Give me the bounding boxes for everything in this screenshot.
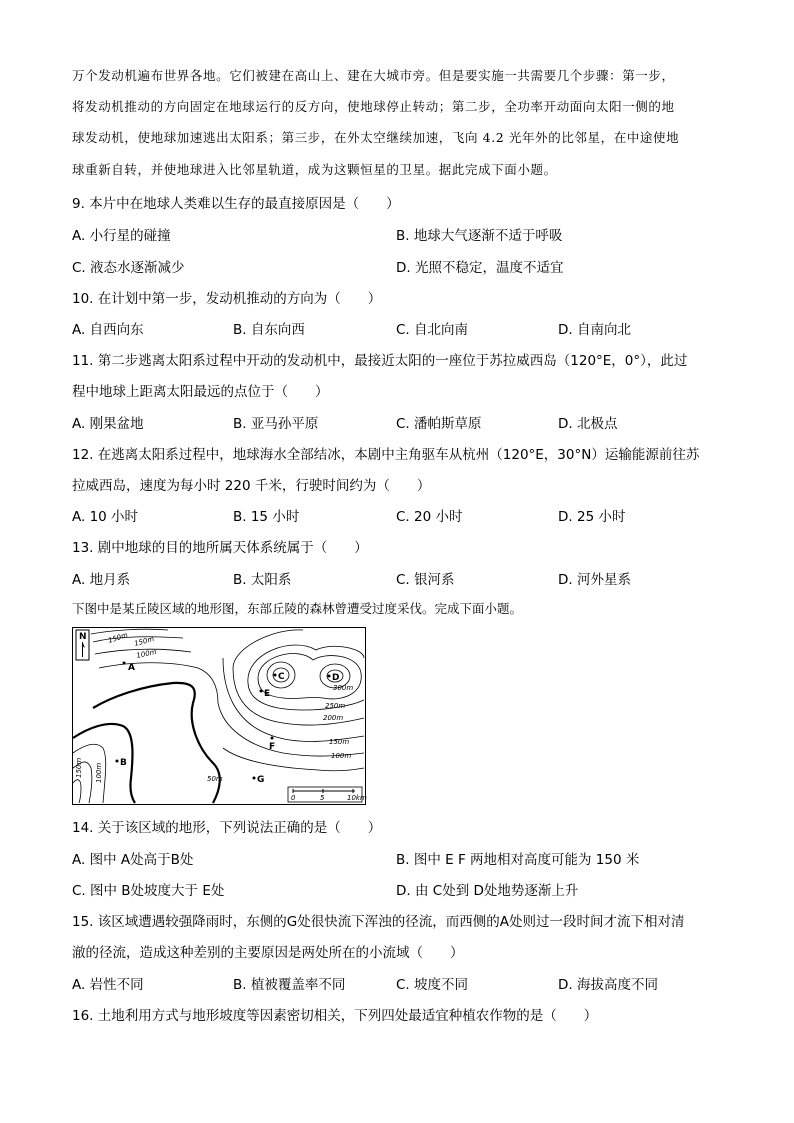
question-11-option-d[interactable]: D. 北极点 bbox=[558, 416, 618, 432]
contour-label-200: 200m bbox=[323, 714, 344, 722]
point-c bbox=[274, 672, 286, 682]
question-13-option-b[interactable]: B. 太阳系 bbox=[233, 572, 292, 588]
question-13-stem: 13. 剧中地球的目的地所属天体系统属于（ ） bbox=[72, 540, 368, 556]
passage-line: 球重新自转，并使地球进入比邻星轨道，成为这颗恒星的卫星。据此完成下面小题。 bbox=[72, 162, 557, 177]
question-10-option-b[interactable]: B. 自东向西 bbox=[233, 322, 305, 338]
passage-line: 将发动机推动的方向固定在地球运行的反方向，使地球停止转动；第二步，全功率开动面向太阳一侧的地 bbox=[72, 99, 675, 114]
topographic-map bbox=[72, 627, 366, 805]
question-12-option-a[interactable]: A. 10 小时 bbox=[72, 509, 139, 525]
question-11-stem-cont: 程中地球上距离太阳最远的点位于（ ） bbox=[72, 384, 329, 400]
question-9-option-a[interactable]: A. 小行星的碰撞 bbox=[72, 228, 171, 244]
question-14-option-d[interactable]: D. 由 C处到 D处地势逐渐上升 bbox=[396, 883, 579, 899]
question-14-option-c[interactable]: C. 图中 B处坡度大于 E处 bbox=[72, 883, 225, 899]
point-a bbox=[123, 662, 136, 674]
point-e bbox=[260, 689, 271, 699]
contour-label-250: 250m bbox=[325, 702, 346, 710]
contour-label-300: 300m bbox=[333, 684, 354, 692]
question-15-stem: 15. 该区域遭遇较强降雨时，东侧的G处很快流下浑浊的径流，而西侧的A处则过一段时间才流下相对清 bbox=[72, 914, 685, 930]
point-a-label: A bbox=[128, 663, 135, 673]
contour-label-150-e: 150m bbox=[329, 738, 350, 746]
point-c-label: C bbox=[278, 672, 285, 682]
question-12-stem: 12. 在逃离太阳系过程中，地球海水全部结冰，本剧中主角驱车从杭州（120°E，30°N）运输能源前往苏 bbox=[72, 447, 700, 463]
question-11-option-a[interactable]: A. 刚果盆地 bbox=[72, 416, 144, 432]
question-11-stem: 11. 第二步逃离太阳系过程中开动的发动机中，最接近太阳的一座位于苏拉威西岛（120°E，0°），此过 bbox=[72, 353, 688, 369]
question-15-option-b[interactable]: B. 植被覆盖率不同 bbox=[233, 977, 346, 993]
north-arrow-icon bbox=[76, 630, 89, 660]
scale-label-5: 5 bbox=[320, 794, 325, 802]
point-d-label: D bbox=[332, 673, 340, 683]
question-9-stem: 9. 本片中在地球人类难以生存的最直接原因是（ ） bbox=[72, 196, 400, 212]
question-11-option-c[interactable]: C. 潘帕斯草原 bbox=[396, 416, 482, 432]
question-15-option-a[interactable]: A. 岩性不同 bbox=[72, 977, 144, 993]
passage-line: 万个发动机遍布世界各地。它们被建在高山上、建在大城市旁。但是要实施一共需要几个步骤：第一步， bbox=[72, 68, 675, 83]
question-13-option-c[interactable]: C. 银河系 bbox=[396, 572, 455, 588]
point-b bbox=[116, 758, 128, 768]
question-10-option-a[interactable]: A. 自西向东 bbox=[72, 322, 144, 338]
question-9-option-d[interactable]: D. 光照不稳定，温度不适宜 bbox=[396, 260, 564, 276]
contour-label-100-n: 100m bbox=[135, 647, 158, 660]
question-11-option-b[interactable]: B. 亚马孙平原 bbox=[233, 416, 319, 432]
point-b-label: B bbox=[120, 758, 127, 768]
point-f-label: F bbox=[269, 742, 276, 752]
question-12-option-b[interactable]: B. 15 小时 bbox=[233, 509, 300, 525]
question-15-stem-cont: 澈的径流，造成这种差别的主要原因是两处所在的小流域（ ） bbox=[72, 945, 464, 961]
scale-label-10: 10km bbox=[347, 794, 367, 802]
question-16-stem: 16. 土地利用方式与地形坡度等因素密切相关，下列四处最适宜种植农作物的是（ ） bbox=[72, 1008, 598, 1024]
question-14-stem: 14. 关于该区域的地形，下列说法正确的是（ ） bbox=[72, 820, 382, 836]
contour-label-100-w: 100m bbox=[95, 762, 103, 783]
passage-line: 球发动机，使地球加速逃出太阳系；第三步，在外太空继续加速，飞向 4.2 光年外的比邻星，在中途使地 bbox=[72, 130, 680, 145]
contour-label-100-e: 100m bbox=[331, 752, 352, 760]
question-10-option-d[interactable]: D. 自南向北 bbox=[558, 322, 631, 338]
contour-label-50: 50m bbox=[207, 775, 223, 783]
question-9-option-c[interactable]: C. 液态水逐渐减少 bbox=[72, 260, 185, 276]
question-12-stem-cont: 拉威西岛，速度为每小时 220 千米，行驶时间约为（ ） bbox=[72, 478, 431, 494]
question-12-option-d[interactable]: D. 25 小时 bbox=[558, 509, 626, 525]
point-f bbox=[269, 737, 275, 753]
question-14-option-b[interactable]: B. 图中 E F 两地相对高度可能为 150 米 bbox=[396, 852, 640, 868]
question-10-stem: 10. 在计划中第一步，发动机推动的方向为（ ） bbox=[72, 291, 382, 307]
question-9-option-b[interactable]: B. 地球大气逐渐不适于呼吸 bbox=[396, 228, 563, 244]
scale-label-0: 0 bbox=[291, 794, 296, 802]
question-12-option-c[interactable]: C. 20 小时 bbox=[396, 509, 463, 525]
map-intro: 下图中是某丘陵区域的地形图，东部丘陵的森林曾遭受过度采伐。完成下面小题。 bbox=[72, 601, 523, 616]
point-d bbox=[328, 673, 340, 683]
scale-bar bbox=[288, 787, 367, 802]
contour-50m-thick bbox=[73, 683, 220, 803]
question-13-option-d[interactable]: D. 河外星系 bbox=[558, 572, 631, 588]
contour-label-150-w: 150m bbox=[75, 757, 83, 778]
point-e-label: E bbox=[264, 689, 271, 699]
contour-label-150-nw: 150m bbox=[107, 631, 129, 645]
point-g-label: G bbox=[257, 775, 265, 785]
point-g bbox=[253, 775, 265, 785]
contour-label-150-n: 150m bbox=[133, 634, 156, 648]
question-15-option-c[interactable]: C. 坡度不同 bbox=[396, 977, 469, 993]
question-15-option-d[interactable]: D. 海拔高度不同 bbox=[558, 977, 658, 993]
question-10-option-c[interactable]: C. 自北向南 bbox=[396, 322, 469, 338]
question-13-option-a[interactable]: A. 地月系 bbox=[72, 572, 131, 588]
north-label: N bbox=[79, 632, 87, 642]
contour-lines-east bbox=[218, 630, 364, 771]
question-14-option-a[interactable]: A. 图中 A处高于B处 bbox=[72, 852, 194, 868]
